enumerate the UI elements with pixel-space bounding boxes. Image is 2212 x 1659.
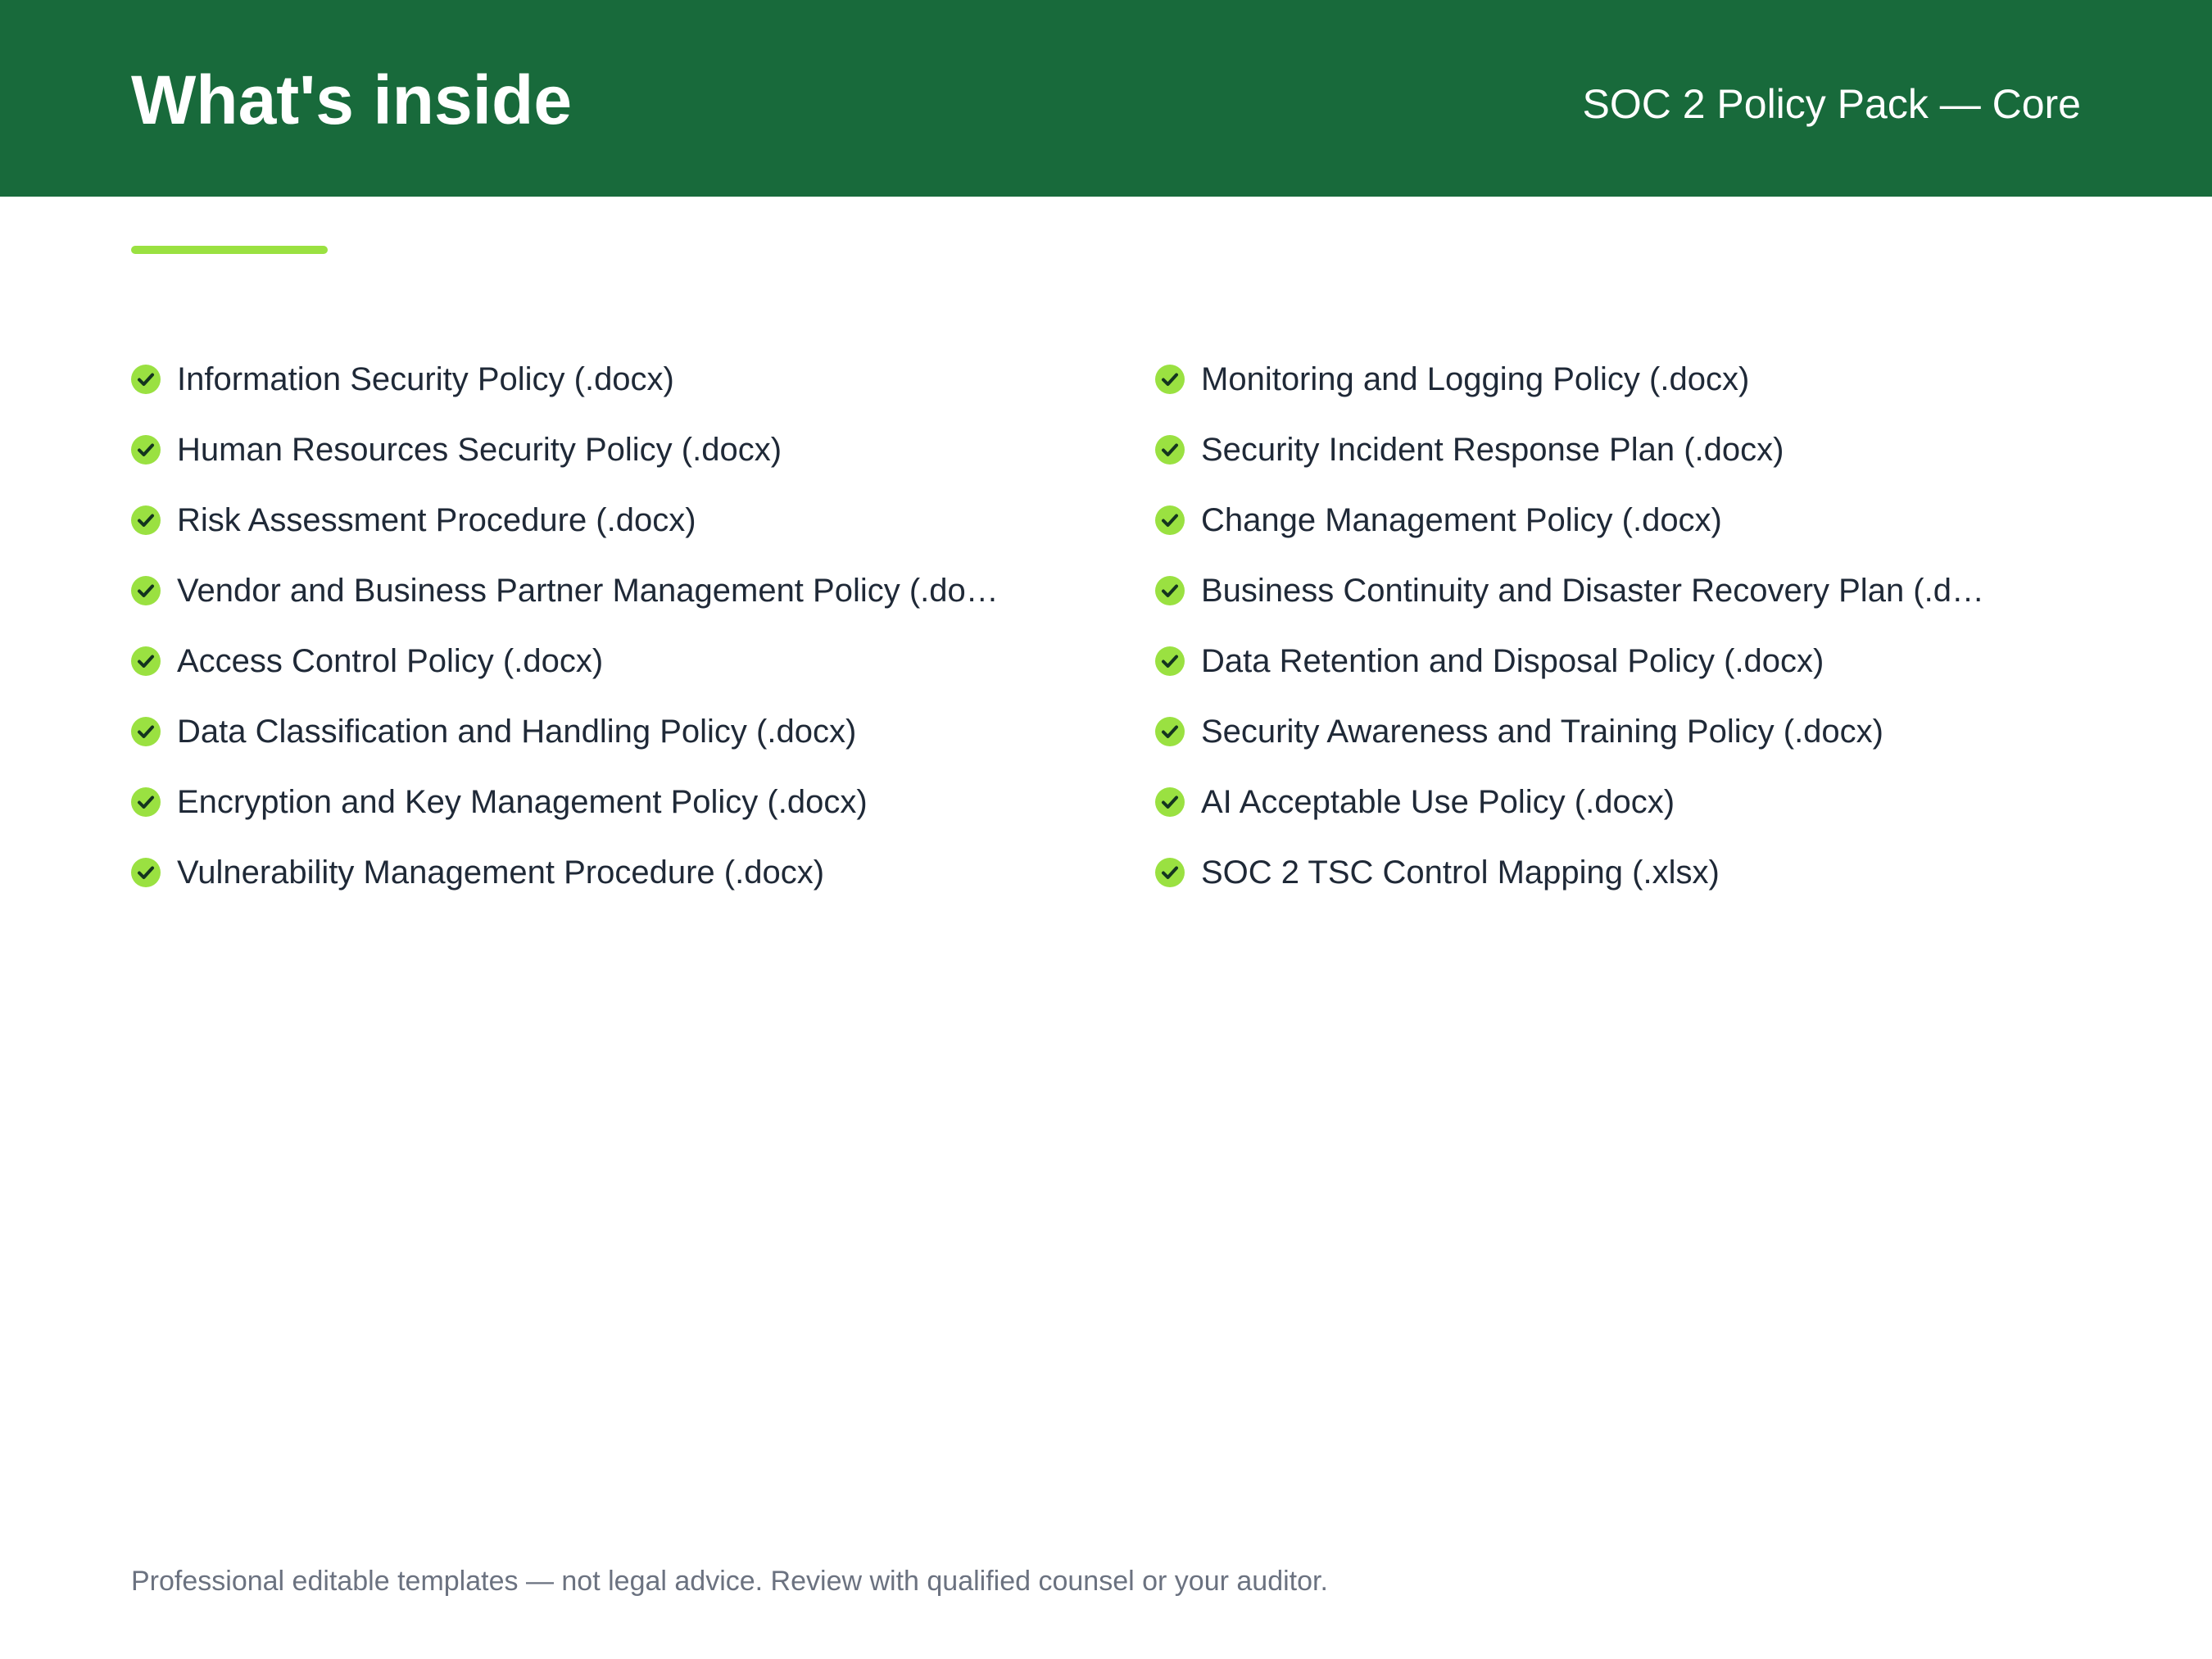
list-item-label: Monitoring and Logging Policy (.docx) [1201,361,1750,397]
list-item-label: Vulnerability Management Procedure (.docx) [177,854,825,891]
list-item [131,555,1024,626]
list-item [1155,767,2048,837]
check-circle-icon [131,505,161,535]
check-circle-icon [131,646,161,676]
list-item-label: Change Management Policy (.docx) [1201,502,1722,538]
page-title: What's inside [131,61,573,138]
check-circle-icon [1155,858,1185,887]
check-circle-icon [1155,365,1185,394]
list-item-label: Information Security Policy (.docx) [177,361,674,397]
check-circle-icon [131,365,161,394]
list-item-label: Business Continuity and Disaster Recovery Plan (.d… [1201,573,1984,609]
contents-list-right [1155,344,2048,908]
list-item-label: Access Control Policy (.docx) [177,643,604,679]
accent-divider [131,246,328,254]
list-item-label: Security Awareness and Training Policy (.docx) [1201,714,1883,750]
check-circle-icon [1155,505,1185,535]
list-item [1155,555,2048,626]
list-item [131,344,1024,415]
list-item-label: SOC 2 TSC Control Mapping (.xlsx) [1201,854,1720,891]
check-circle-icon [1155,576,1185,605]
list-item [1155,344,2048,415]
contents-list-left [131,344,1024,908]
check-circle-icon [131,858,161,887]
list-item-label: Human Resources Security Policy (.docx) [177,432,782,468]
list-item [1155,837,2048,908]
list-item [1155,485,2048,555]
check-circle-icon [1155,717,1185,746]
list-item-label: Risk Assessment Procedure (.docx) [177,502,696,538]
list-item [131,485,1024,555]
list-item [131,696,1024,767]
product-name: SOC 2 Policy Pack — Core [1582,81,2081,127]
list-item-label: Security Incident Response Plan (.docx) [1201,432,1784,468]
check-circle-icon [131,787,161,817]
list-item [131,837,1024,908]
list-item-label: Data Classification and Handling Policy (.docx) [177,714,857,750]
list-item-label: Encryption and Key Management Policy (.docx) [177,784,868,820]
check-circle-icon [131,717,161,746]
list-item [131,626,1024,696]
list-item [131,415,1024,485]
check-circle-icon [1155,435,1185,465]
list-item [1155,626,2048,696]
list-item [131,767,1024,837]
disclaimer-note: Professional editable templates — not legal advice. Review with qualified counsel or your auditor. [131,1566,1328,1597]
header-banner [0,0,2212,197]
list-item-label: Vendor and Business Partner Management Policy (.do… [177,573,999,609]
check-circle-icon [131,576,161,605]
check-circle-icon [131,435,161,465]
check-circle-icon [1155,646,1185,676]
list-item-label: AI Acceptable Use Policy (.docx) [1201,784,1675,820]
list-item-label: Data Retention and Disposal Policy (.docx) [1201,643,1824,679]
list-item [1155,696,2048,767]
check-circle-icon [1155,787,1185,817]
list-item [1155,415,2048,485]
